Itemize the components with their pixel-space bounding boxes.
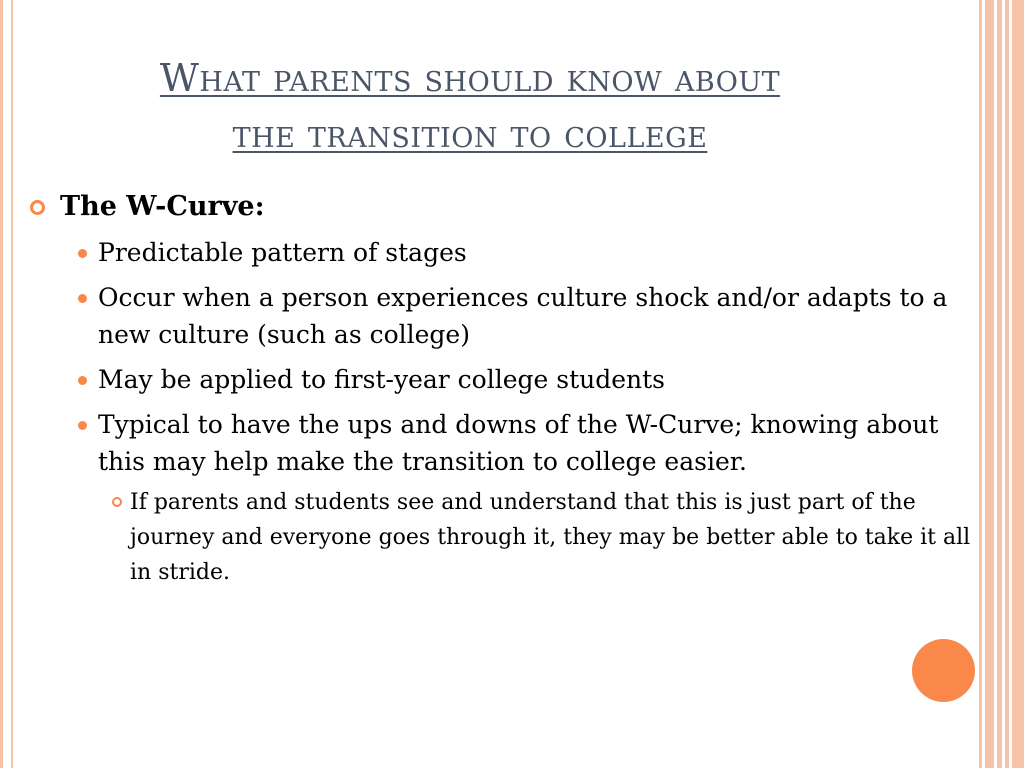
title-line-2: the transition to college <box>232 112 708 156</box>
list-item-text: Predictable pattern of stages <box>98 238 467 267</box>
list-item <box>68 279 980 353</box>
list-item-text: Typical to have the ups and downs of the W-Curve; knowing about this may help make the transition to college easier. <box>98 410 939 476</box>
list-item-text: Occur when a person experiences culture shock and/or adapts to a new culture (such as college) <box>98 283 948 349</box>
list-item <box>68 234 980 271</box>
right-stripe <box>997 0 1002 768</box>
right-stripe <box>985 0 994 768</box>
dot-bullet-icon <box>78 421 87 430</box>
heading-bullet <box>30 188 980 226</box>
ring-bullet-icon <box>30 200 45 215</box>
dot-bullet-icon <box>78 294 87 303</box>
ring-bullet-icon <box>112 497 122 507</box>
sub-list-item <box>108 485 980 590</box>
left-border-line <box>0 0 3 768</box>
dot-bullet-icon <box>78 376 87 385</box>
list-item <box>68 361 980 398</box>
title-line-1: What parents should know about <box>159 56 781 100</box>
right-stripe <box>1012 0 1024 768</box>
sub-list-item-text: If parents and students see and understand that this is just part of the journey and everyone goes through it, they may be better able to take it all in stride. <box>130 490 971 585</box>
list-item-text: May be applied to first-year college students <box>98 365 666 394</box>
dot-bullet-icon <box>78 249 87 258</box>
right-stripe <box>1005 0 1009 768</box>
heading-text: The W-Curve: <box>60 191 265 222</box>
accent-circle-decoration <box>912 639 975 702</box>
slide-title <box>40 50 900 162</box>
list-item <box>68 406 980 480</box>
slide-content <box>30 188 980 590</box>
left-border-line-inner <box>11 0 13 768</box>
